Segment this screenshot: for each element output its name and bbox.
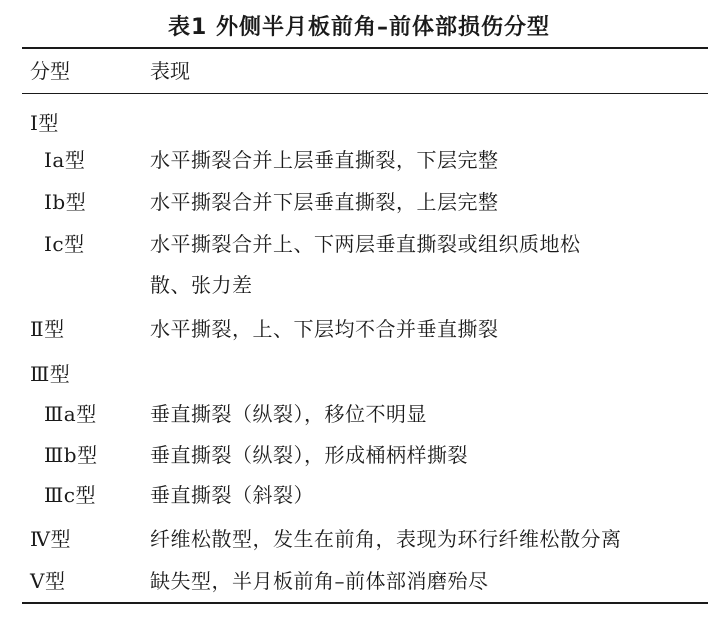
table-top-rule bbox=[22, 47, 708, 49]
row-desc-1c-continued: 散、张力差 bbox=[150, 273, 253, 297]
header-description: 表现 bbox=[150, 59, 190, 83]
table-bottom-rule bbox=[22, 602, 708, 604]
table-title: 表1 外侧半月板前角–前体部损伤分型 bbox=[168, 15, 550, 40]
row-desc-5: 缺失型，半月板前角–前体部消磨殆尽 bbox=[150, 569, 489, 593]
row-type-1c: Ⅰc型 bbox=[44, 232, 85, 256]
row-type-1: Ⅰ型 bbox=[30, 111, 59, 135]
row-type-3c: Ⅲc型 bbox=[44, 483, 96, 507]
row-desc-1c: 水平撕裂合并上、下两层垂直撕裂或组织质地松 bbox=[150, 232, 581, 256]
row-type-4: Ⅳ型 bbox=[30, 527, 71, 551]
row-desc-4: 纤维松散型，发生在前角，表现为环行纤维松散分离 bbox=[150, 527, 622, 551]
row-desc-1b: 水平撕裂合并下层垂直撕裂，上层完整 bbox=[150, 190, 499, 214]
row-type-3a: Ⅲa型 bbox=[44, 402, 97, 426]
header-rule bbox=[22, 93, 708, 94]
row-type-3b: Ⅲb型 bbox=[44, 443, 98, 467]
row-desc-1a: 水平撕裂合并上层垂直撕裂，下层完整 bbox=[150, 148, 499, 172]
row-type-3: Ⅲ型 bbox=[30, 362, 71, 386]
header-type: 分型 bbox=[30, 59, 70, 83]
row-desc-3b: 垂直撕裂（纵裂），形成桶柄样撕裂 bbox=[150, 443, 468, 467]
row-type-1b: Ⅰb型 bbox=[44, 190, 87, 214]
row-desc-2: 水平撕裂，上、下层均不合并垂直撕裂 bbox=[150, 317, 499, 341]
row-desc-3c: 垂直撕裂（斜裂） bbox=[150, 483, 314, 507]
row-type-2: Ⅱ型 bbox=[30, 317, 65, 341]
row-type-1a: Ⅰa型 bbox=[44, 148, 86, 172]
row-type-5: Ⅴ型 bbox=[30, 569, 66, 593]
row-desc-3a: 垂直撕裂（纵裂），移位不明显 bbox=[150, 402, 427, 426]
